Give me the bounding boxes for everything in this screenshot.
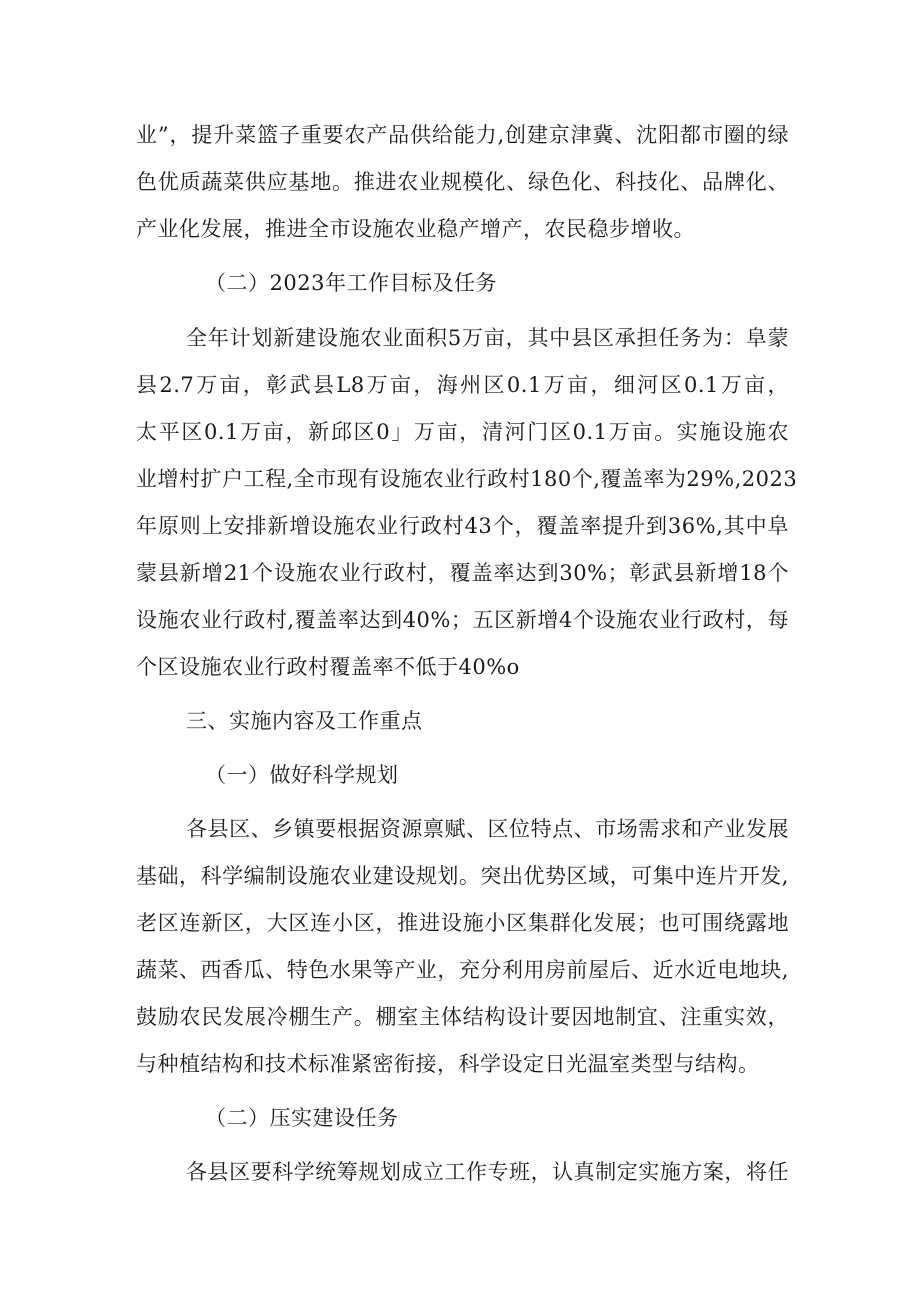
paragraph-line: 老区连新区，大区连小区，推进设施小区集群化发展；也可围绕露地 xyxy=(136,911,789,935)
paragraph-line: 蒙县新增21个设施农业行政村，覆盖率达到30%；彰武县新增18个 xyxy=(136,561,789,585)
paragraph-line: 蔬菜、西香瓜、特色水果等产业，充分利用房前屋后、近水近电地块, xyxy=(136,958,789,982)
paragraph-line: 设施农业行政村,覆盖率达到40%；五区新增4个设施农业行政村，每 xyxy=(136,608,789,632)
paragraph-line: 太平区0.1万亩，新邱区0」万亩，清河门区0.1万亩。实施设施农 xyxy=(136,420,789,444)
subsection-heading-construction-tasks: （二）压实建设任务 xyxy=(205,1106,399,1130)
paragraph-line: 各县区、乡镇要根据资源禀赋、区位特点、市场需求和产业发展 xyxy=(186,817,789,841)
paragraph-line: 基础，科学编制设施农业建设规划。突出优势区域，可集中连片开发, xyxy=(136,864,789,888)
paragraph-line: 县2.7万亩，彰武县L8万亩，海州区0.1万亩，细河区0.1万亩， xyxy=(136,373,789,397)
paragraph-line: 年原则上安排新增设施农业行政村43个，覆盖率提升到36%,其中阜 xyxy=(136,514,789,538)
paragraph-line: 业增村扩户工程,全市现有设施农业行政村180个,覆盖率为29%,2023 xyxy=(136,467,798,491)
section-heading-implementation: 三、实施内容及工作重点 xyxy=(186,709,423,733)
paragraph-line: 与种植结构和技术标准紧密衔接，科学设定日光温室类型与结构。 xyxy=(136,1052,760,1076)
paragraph-line: 色优质蔬菜供应基地。推进农业规模化、绿色化、科技化、品牌化、 xyxy=(136,170,789,194)
paragraph-line: 各县区要科学统筹规划成立工作专班，认真制定实施方案，将任 xyxy=(186,1160,789,1184)
subsection-heading-planning: （一）做好科学规划 xyxy=(205,763,399,787)
paragraph-line: 业”，提升菜篮子重要农产品供给能力,创建京津冀、沈阳都市圈的绿 xyxy=(136,123,789,147)
paragraph-line: 产业化发展，推进全市设施农业稳产增产，农民稳步增收。 xyxy=(136,217,695,241)
section-heading-2023-goals: （二）2023年工作目标及任务 xyxy=(205,271,497,295)
paragraph-line: 鼓励农民发展冷棚生产。棚室主体结构设计要因地制宜、注重实效， xyxy=(136,1005,789,1029)
paragraph-line: 全年计划新建设施农业面积5万亩，其中县区承担任务为：阜蒙 xyxy=(186,326,789,350)
paragraph-line: 个区设施农业行政村覆盖率不低于40%o xyxy=(136,655,520,679)
